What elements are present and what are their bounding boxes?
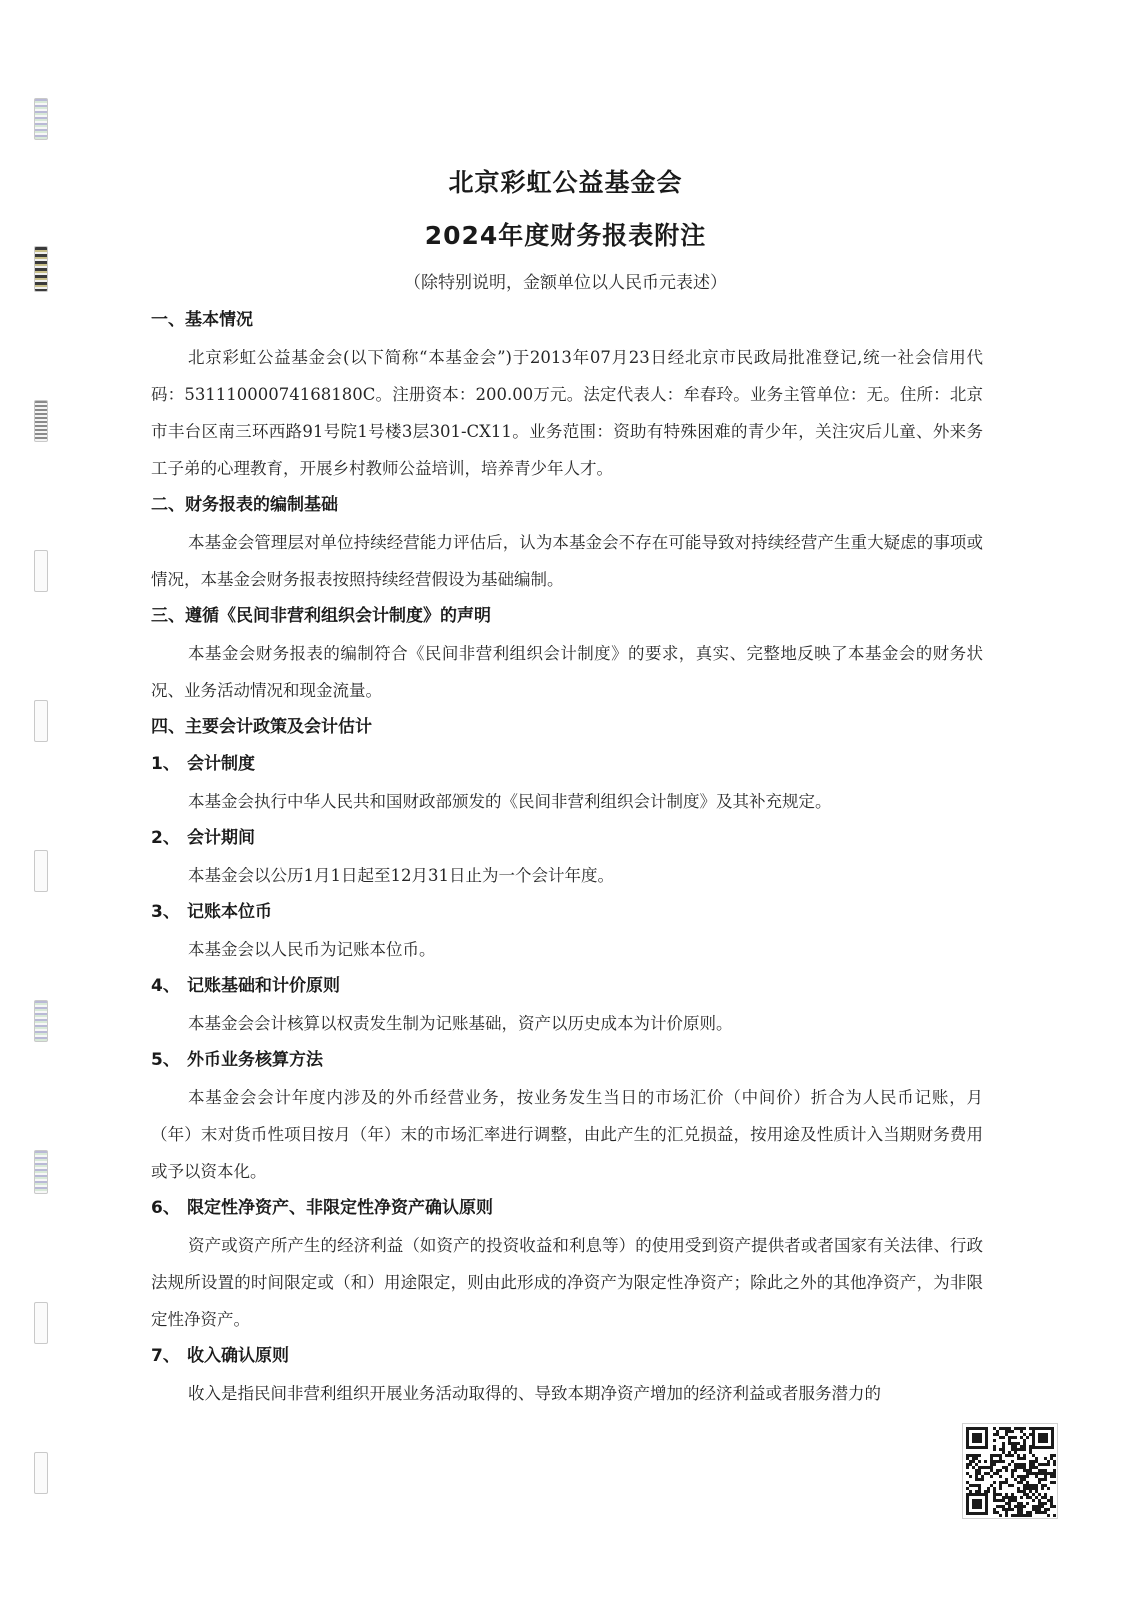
subsection-number: 3、 (151, 902, 180, 922)
binding-mark (34, 1000, 48, 1042)
subsection-number: 6、 (151, 1198, 180, 1218)
subsection-paragraph: 资产或资产所产生的经济利益（如资产的投资收益和利息等）的使用受到资产提供者或者国家有关法律、行政法规所设置的时间限定或（和）用途限定，则由此形成的净资产为限定性净资产；除此之外的其他净资产，为非限定性净资产。 (151, 1236, 983, 1329)
subsection-title: 记账基础和计价原则 (187, 976, 340, 996)
section-heading: 一、基本情况 (151, 310, 253, 330)
subsection-title: 外币业务核算方法 (187, 1050, 323, 1070)
document-title: 北京彩虹公益基金会 (448, 168, 683, 197)
amount-unit-note: （除特别说明，金额单位以人民币元表述） (404, 273, 727, 293)
subsection-title: 记账本位币 (187, 902, 272, 922)
section-heading: 三、遵循《民间非营利组织会计制度》的声明 (151, 606, 491, 626)
subsection-number: 1、 (151, 754, 180, 774)
subsection-number: 2、 (151, 828, 180, 848)
section-paragraph: 本基金会财务报表的编制符合《民间非营利组织会计制度》的要求，真实、完整地反映了本基金会的财务状况、业务活动情况和现金流量。 (151, 644, 983, 700)
subsection-title: 会计制度 (187, 754, 255, 774)
subsection-title: 会计期间 (187, 828, 255, 848)
binding-mark (34, 700, 48, 742)
binding-mark (34, 98, 48, 140)
subsection-heading (151, 894, 983, 931)
subsection-title: 限定性净资产、非限定性净资产确认原则 (187, 1198, 493, 1218)
subsection-heading (151, 1190, 983, 1227)
binding-mark (34, 850, 48, 892)
subsection-heading (151, 820, 983, 857)
subsection-paragraph: 本基金会执行中华人民共和国财政部颁发的《民间非营利组织会计制度》及其补充规定。 (188, 792, 832, 811)
subsection-paragraph: 本基金会以人民币为记账本位币。 (188, 940, 436, 959)
subsection-paragraph: 收入是指民间非营利组织开展业务活动取得的、导致本期净资产增加的经济利益或者服务潜力的 (188, 1384, 881, 1403)
binding-mark (34, 1452, 48, 1494)
binding-mark (34, 1302, 48, 1344)
subsection-title: 收入确认原则 (187, 1346, 289, 1366)
binding-mark (34, 550, 48, 592)
subsection-number: 7、 (151, 1346, 180, 1366)
document-body (151, 302, 983, 1412)
section-paragraph: 本基金会管理层对单位持续经营能力评估后，认为本基金会不存在可能导致对持续经营产生重大疑虑的事项或情况，本基金会财务报表按照持续经营假设为基础编制。 (151, 533, 983, 589)
subsection-heading (151, 1042, 983, 1079)
subsection-number: 5、 (151, 1050, 180, 1070)
subsection-heading (151, 968, 983, 1005)
subsection-paragraph: 本基金会会计核算以权责发生制为记账基础，资产以历史成本为计价原则。 (188, 1014, 733, 1033)
subsection-paragraph: 本基金会以公历1月1日起至12月31日止为一个会计年度。 (188, 866, 614, 885)
section-paragraph: 北京彩虹公益基金会(以下简称“本基金会”)于2013年07月23日经北京市民政局批准登记,统一社会信用代码：53111000074168180C。注册资本：200.00万元。法定代表人：牟春玲。业务主管单位：无。住所：北京市丰台区南三环西路91号院1号楼3层301-CX11。业务范围：资助有特殊困难的青少年，关注灾后儿童、外来务工子弟的心理教育，开展乡村教师公益培训，培养青少年人才。 (151, 348, 983, 478)
subsection-number: 4、 (151, 976, 180, 996)
qr-code-icon (962, 1423, 1058, 1519)
section-heading: 四、主要会计政策及会计估计 (151, 717, 372, 737)
binding-mark (34, 1150, 48, 1194)
section-heading: 二、财务报表的编制基础 (151, 495, 338, 515)
subsection-heading (151, 746, 983, 783)
subsection-heading (151, 1338, 983, 1375)
subsection-paragraph: 本基金会会计年度内涉及的外币经营业务，按业务发生当日的市场汇价（中间价）折合为人民币记账，月（年）末对货币性项目按月（年）末的市场汇率进行调整，由此产生的汇兑损益，按用途及性质计入当期财务费用或予以资本化。 (151, 1088, 983, 1181)
document-subtitle-title: 2024年度财务报表附注 (424, 221, 707, 250)
binding-mark (34, 400, 48, 442)
